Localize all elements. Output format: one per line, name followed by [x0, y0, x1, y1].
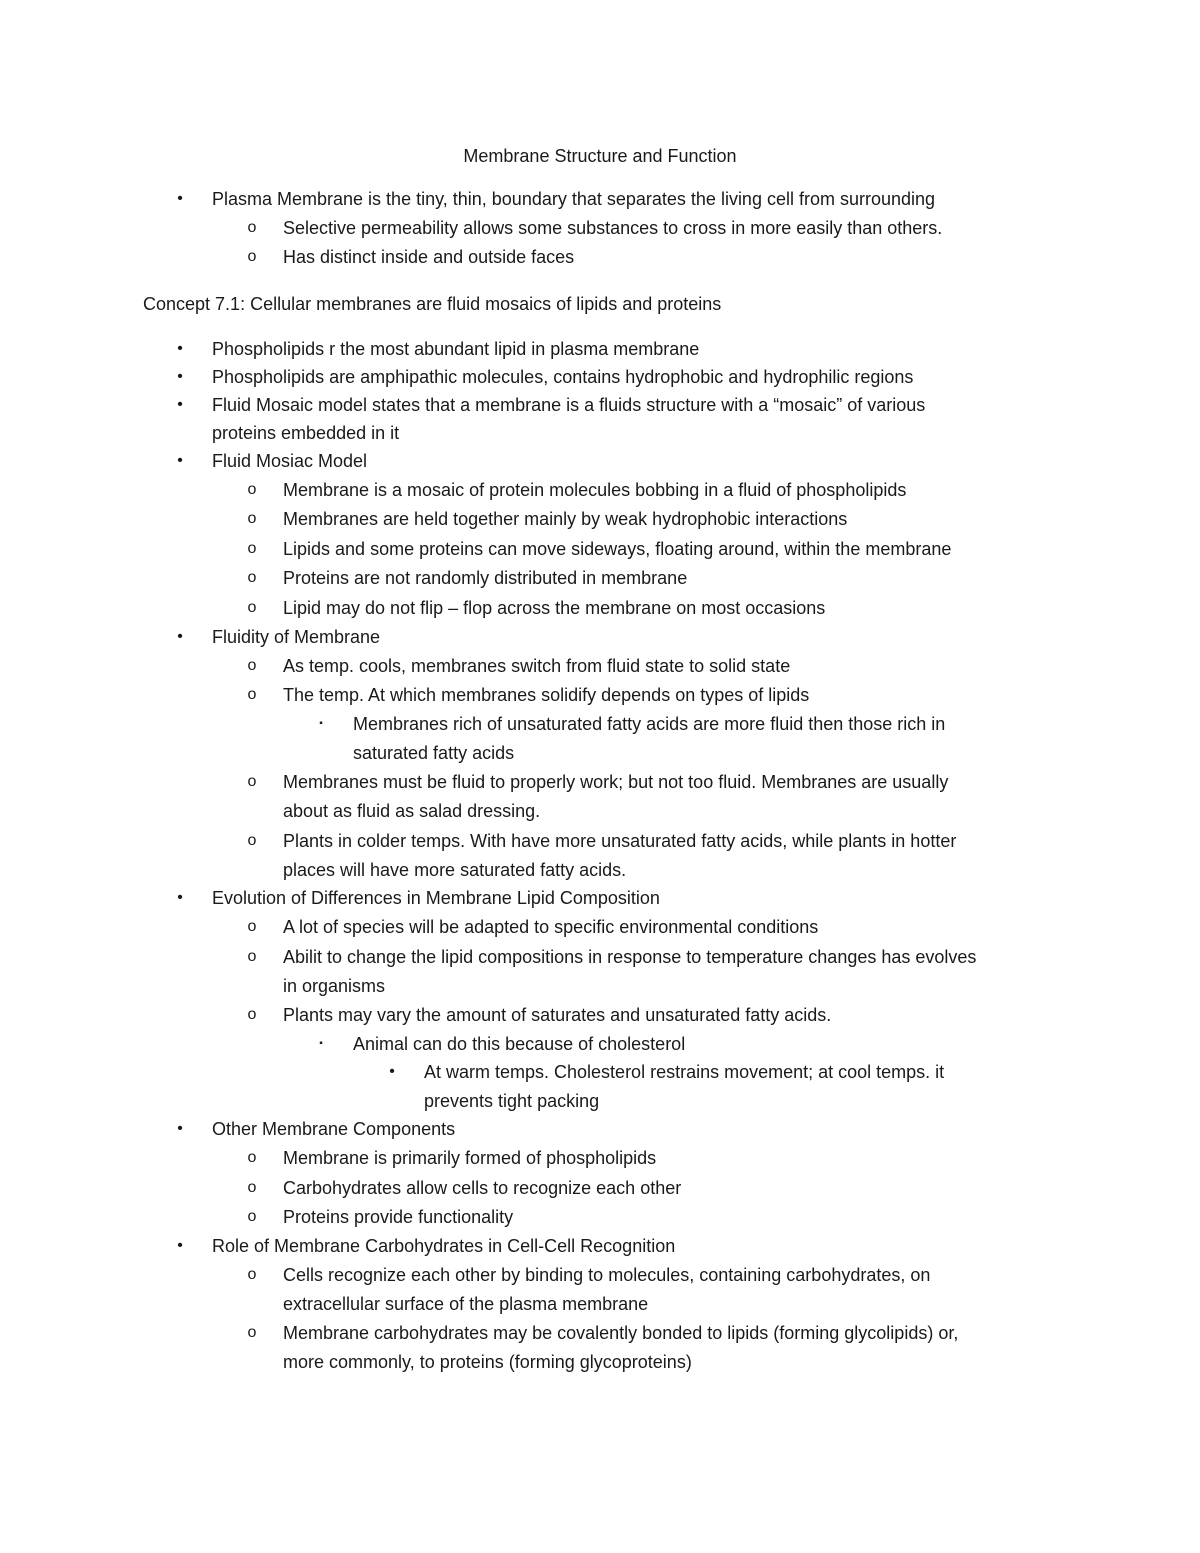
bullet-marker: •: [177, 1120, 183, 1137]
list-item: Plasma Membrane is the tiny, thin, boundary that separates the living cell from surrounding: [212, 189, 936, 209]
bullet-marker: •: [177, 889, 183, 906]
list-item: Carbohydrates allow cells to recognize each other: [283, 1178, 682, 1198]
sub-bullet-marker: o: [247, 248, 257, 265]
sub-bullet-marker: o: [247, 219, 257, 236]
list-item: As temp. cools, membranes switch from fluid state to solid state: [283, 656, 791, 676]
sub-bullet-marker: o: [247, 599, 257, 616]
bullet-marker: •: [177, 396, 183, 413]
sub-bullet-marker: o: [247, 1266, 257, 1283]
list-item: Fluid Mosiac Model: [212, 451, 368, 471]
list-item: Phospholipids r the most abundant lipid in plasma membrane: [212, 339, 700, 359]
bullet-marker: •: [177, 190, 183, 207]
list-item: Plants may vary the amount of saturates and unsaturated fatty acids.: [283, 1005, 832, 1025]
list-item: Phospholipids are amphipathic molecules, contains hydrophobic and hydrophilic regions: [212, 367, 914, 387]
list-item: Fluidity of Membrane: [212, 627, 381, 647]
sub-bullet-marker: o: [247, 481, 257, 498]
concept-heading: Concept 7.1: Cellular membranes are fluid mosaics of lipids and proteins: [143, 294, 722, 314]
list-item: Fluid Mosaic model states that a membrane is a fluids structure with a “mosaic” of various: [212, 395, 926, 415]
list-item-continuation: about as fluid as salad dressing.: [283, 801, 541, 821]
square-bullet-marker: ▪: [319, 1038, 323, 1049]
list-item-continuation: saturated fatty acids: [353, 743, 515, 763]
sub-bullet-marker: o: [247, 569, 257, 586]
document-title: Membrane Structure and Function: [463, 146, 737, 166]
list-item: Proteins are not randomly distributed in membrane: [283, 568, 688, 588]
sub-bullet-marker: o: [247, 686, 257, 703]
bullet-marker: •: [177, 368, 183, 385]
list-item: Role of Membrane Carbohydrates in Cell-Cell Recognition: [212, 1236, 676, 1256]
list-item: The temp. At which membranes solidify depends on types of lipids: [283, 685, 810, 705]
list-item: A lot of species will be adapted to specific environmental conditions: [283, 917, 819, 937]
sub-bullet-marker: o: [247, 1149, 257, 1166]
list-item: Proteins provide functionality: [283, 1207, 514, 1227]
list-item-continuation: extracellular surface of the plasma membrane: [283, 1294, 649, 1314]
list-item: Membrane carbohydrates may be covalently bonded to lipids (forming glycolipids) or,: [283, 1323, 959, 1343]
sub-bullet-marker: o: [247, 832, 257, 849]
list-item: Lipid may do not flip – flop across the membrane on most occasions: [283, 598, 826, 618]
list-item-continuation: places will have more saturated fatty acids.: [283, 860, 627, 880]
list-item: Membranes must be fluid to properly work; but not too fluid. Membranes are usually: [283, 772, 949, 792]
list-item-continuation: proteins embedded in it: [212, 423, 400, 443]
bullet-marker: •: [389, 1063, 395, 1080]
sub-bullet-marker: o: [247, 773, 257, 790]
list-item: Lipids and some proteins can move sideways, floating around, within the membrane: [283, 539, 952, 559]
sub-bullet-marker: o: [247, 1324, 257, 1341]
list-item: Has distinct inside and outside faces: [283, 247, 575, 267]
list-item: Animal can do this because of cholesterol: [353, 1034, 686, 1054]
list-item: Evolution of Differences in Membrane Lipid Composition: [212, 888, 660, 908]
list-item: At warm temps. Cholesterol restrains movement; at cool temps. it: [424, 1062, 945, 1082]
list-item: Abilit to change the lipid compositions in response to temperature changes has evolves: [283, 947, 977, 967]
sub-bullet-marker: o: [247, 948, 257, 965]
bullet-marker: •: [177, 628, 183, 645]
list-item: Membrane is primarily formed of phospholipids: [283, 1148, 657, 1168]
list-item: Other Membrane Components: [212, 1119, 456, 1139]
list-item: Membranes rich of unsaturated fatty acids are more fluid then those rich in: [353, 714, 946, 734]
sub-bullet-marker: o: [247, 1006, 257, 1023]
bullet-marker: •: [177, 452, 183, 469]
list-item-continuation: prevents tight packing: [424, 1091, 600, 1111]
list-item: Membranes are held together mainly by weak hydrophobic interactions: [283, 509, 848, 529]
sub-bullet-marker: o: [247, 657, 257, 674]
bullet-marker: •: [177, 1237, 183, 1254]
list-item: Selective permeability allows some substances to cross in more easily than others.: [283, 218, 943, 238]
list-item-continuation: more commonly, to proteins (forming glycoproteins): [283, 1352, 692, 1372]
list-item: Membrane is a mosaic of protein molecules bobbing in a fluid of phospholipids: [283, 480, 907, 500]
sub-bullet-marker: o: [247, 510, 257, 527]
list-item: Cells recognize each other by binding to molecules, containing carbohydrates, on: [283, 1265, 931, 1285]
sub-bullet-marker: o: [247, 1179, 257, 1196]
sub-bullet-marker: o: [247, 1208, 257, 1225]
list-item-continuation: in organisms: [283, 976, 386, 996]
square-bullet-marker: ▪: [319, 718, 323, 729]
sub-bullet-marker: o: [247, 918, 257, 935]
list-item: Plants in colder temps. With have more unsaturated fatty acids, while plants in hotter: [283, 831, 957, 851]
bullet-marker: •: [177, 340, 183, 357]
sub-bullet-marker: o: [247, 540, 257, 557]
